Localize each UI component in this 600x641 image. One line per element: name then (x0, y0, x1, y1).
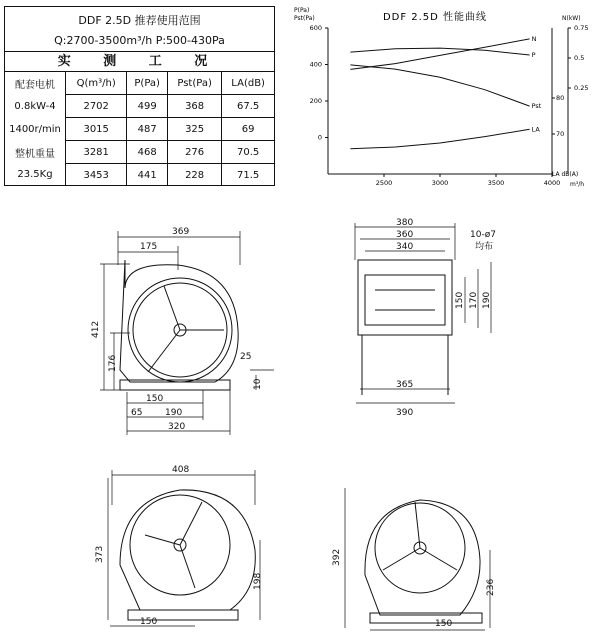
power-label: 0.8kW-4 (14, 100, 56, 112)
dim-65: 65 (131, 408, 143, 418)
chart-series (350, 35, 541, 149)
dim-412: 412 (91, 320, 101, 338)
dim-150: 150 (146, 394, 164, 404)
header-q: Q(m³/h) (66, 72, 127, 95)
header-la: LA(dB) (222, 72, 274, 95)
right-axis-label-la: LA dB(A) (552, 171, 579, 178)
left-view-dimension-lines (108, 470, 260, 626)
dim-320: 320 (168, 422, 186, 432)
cell: 3015 (66, 118, 127, 141)
series-label-la: LA (531, 125, 540, 134)
table-row (5, 118, 274, 141)
x-tick-label: 2500 (375, 179, 393, 187)
cell: 2702 (66, 95, 127, 118)
spec-grid (5, 72, 274, 186)
left-axis-label-p: P(Pa) (294, 7, 310, 14)
dim-392: 392 (332, 548, 342, 566)
front-dimension-labels (91, 227, 263, 432)
y-tick-label: 600 (309, 24, 322, 32)
dim-190: 190 (165, 408, 183, 418)
speed-label: 1400r/min (9, 123, 61, 135)
cell: 499 (127, 95, 168, 118)
cell: 468 (127, 141, 168, 164)
series-line-la (350, 129, 529, 149)
holes-label: 10-ø7 (470, 230, 496, 240)
weight-label: 整机重量 (15, 148, 55, 160)
x-tick-label: 3000 (431, 179, 449, 187)
series-line-pst (350, 65, 529, 106)
side-view-drawing (340, 215, 520, 420)
front-view-drawing (90, 220, 290, 435)
la-tick-label: 70 (556, 130, 565, 138)
cell: 3281 (66, 141, 127, 164)
spec-title: DDF 2.5D 推荐使用范围 (78, 13, 201, 27)
y-tick-label: 200 (309, 97, 322, 105)
side-body (358, 260, 452, 395)
cell: 325 (167, 118, 221, 141)
cell: 368 (167, 95, 221, 118)
dim-150: 150 (455, 291, 465, 309)
dim-365: 365 (396, 380, 414, 390)
dim-175: 175 (140, 242, 158, 252)
right-bottom-view (332, 470, 505, 640)
performance-chart (290, 4, 596, 194)
cell: 441 (127, 164, 168, 187)
dim-170: 170 (469, 291, 479, 309)
chart-title: DDF 2.5D 性能曲线 (382, 12, 488, 23)
dim-190: 190 (482, 291, 492, 309)
fan-housing (120, 260, 238, 390)
dim-176: 176 (108, 354, 118, 372)
cell: 70.5 (222, 141, 274, 164)
dim-369: 369 (172, 227, 190, 237)
motor-label: 配套电机 (15, 79, 55, 91)
dim-390: 390 (396, 408, 414, 418)
cell: 228 (167, 164, 221, 187)
series-line-p (350, 48, 529, 55)
n-tick-label: 0.75 (574, 24, 589, 32)
cell: 71.5 (222, 164, 274, 187)
n-tick-label: 0.25 (574, 84, 589, 92)
la-tick-label: 80 (556, 94, 565, 102)
right-view-body (365, 500, 482, 623)
right-view-dimension-lines (345, 488, 490, 630)
dim-373: 373 (95, 545, 105, 563)
cell: 276 (167, 141, 221, 164)
side-dimension-lines (355, 223, 494, 403)
weight-value: 23.5Kg (17, 169, 53, 181)
cell: 67.5 (222, 95, 274, 118)
spec-subtitle: 实 测 工 况 (5, 52, 274, 72)
x-tick-label: 3500 (487, 179, 505, 187)
uniform-label: 均布 (475, 242, 494, 252)
chart-axes (328, 28, 568, 174)
header-p: P(Pa) (127, 72, 168, 95)
left-bottom-view (95, 460, 290, 640)
left-view-body (120, 490, 255, 620)
left-axis-label-pst: Pst(Pa) (294, 15, 315, 22)
table-row (5, 164, 274, 187)
dim-408: 408 (172, 465, 190, 475)
side-dimension-labels (396, 218, 496, 418)
cell: 3453 (66, 164, 127, 187)
y-tick-label: 400 (309, 60, 322, 69)
dim-150: 150 (435, 619, 453, 629)
series-label-pst: Pst (531, 102, 542, 111)
left-view-dimension-labels (95, 465, 263, 627)
y-tick-label: 0 (317, 133, 322, 142)
n-tick-label: 0.5 (574, 54, 585, 62)
series-label-n: N (531, 34, 537, 43)
cell: 69 (222, 118, 274, 141)
dim-10: 10 (253, 378, 263, 390)
dim-380: 380 (396, 218, 414, 228)
dim-360: 360 (396, 230, 414, 240)
right-axis-label-n: N(kW) (562, 15, 581, 22)
table-row (5, 141, 274, 164)
header-pst: Pst(Pa) (167, 72, 221, 95)
table-row (5, 72, 274, 95)
right-view-dimension-labels (332, 549, 496, 629)
dim-340: 340 (396, 242, 414, 252)
table-row (5, 95, 274, 118)
spec-table (4, 6, 275, 186)
series-line-n (350, 39, 529, 70)
x-unit-label: m³/h (570, 181, 585, 188)
x-tick-label: 4000 (543, 179, 561, 187)
spec-range: Q:2700-3500m³/h P:500-430Pa (54, 33, 225, 47)
cell: 487 (127, 118, 168, 141)
spec-header (5, 7, 274, 52)
series-label-p: P (531, 51, 536, 60)
dim-150: 150 (140, 617, 158, 627)
dim-198: 198 (253, 572, 263, 590)
dimension-lines (100, 231, 274, 435)
dim-25: 25 (240, 352, 252, 362)
dim-236: 236 (486, 578, 496, 596)
